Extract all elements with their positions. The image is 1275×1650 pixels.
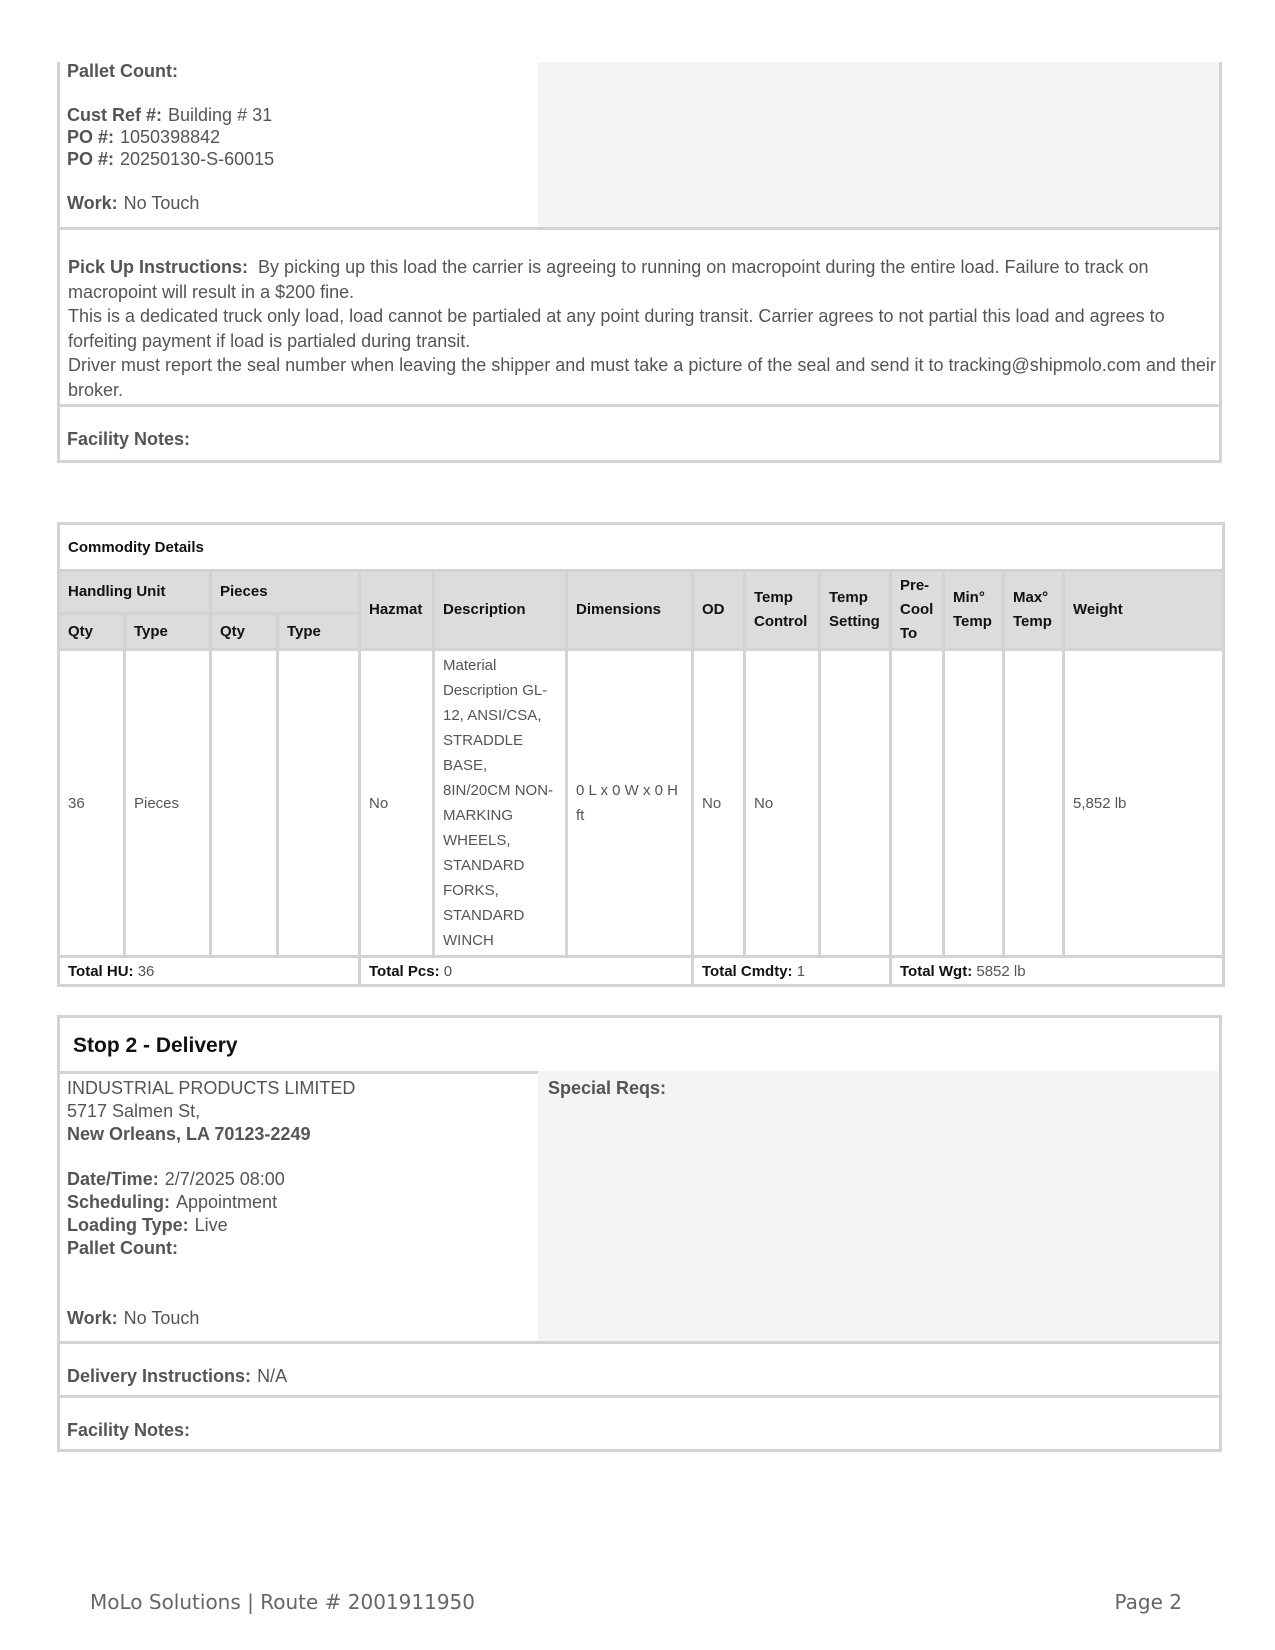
stop1-details-panel [57,62,541,230]
commodity-details-title: Commodity Details [59,524,1224,571]
scheduling-value: Appointment [176,1192,278,1212]
hazmat-cell: No [360,650,434,957]
facility-notes-label: Facility Notes: [67,429,191,449]
pickup-instructions-text [68,255,1216,402]
temp-control-cell: No [745,650,820,957]
po-row [67,126,220,148]
pallet-count-label: Pallet Count: [67,1238,178,1258]
description-cell: Material Description GL-12, ANSI/CSA, STRADDLE BASE, 8IN/20CM NON-MARKING WHEELS, STANDARD FORKS, STANDARD WINCH [434,650,567,957]
cust-ref-value: Building # 31 [168,105,273,125]
total-wgt-label: Total Wgt: [900,962,973,980]
datetime-label: Date/Time: [67,1169,159,1189]
total-hu-label: Total HU: [68,962,134,980]
dimensions-header: Dimensions [567,571,693,650]
pickup-instructions-label: Pick Up Instructions: [68,257,249,277]
footer-page-number: Page 2 [1114,1590,1182,1614]
work-row [67,192,199,214]
special-reqs-label: Special Reqs: [548,1078,667,1098]
temp-setting-cell [820,650,891,957]
pieces-header: Pieces [211,571,360,614]
hazmat-header: Hazmat [360,571,434,650]
temp-control-header: Temp Control [745,571,820,650]
commodity-totals-row [59,957,1224,986]
pcs-type-header: Type [278,614,360,650]
loading-type-row [67,1214,228,1236]
scheduling-row [67,1191,277,1213]
po-row [67,148,274,170]
max-temp-header: Max° Temp [1004,571,1064,650]
scheduling-label: Scheduling: [67,1192,170,1212]
weight-header: Weight [1064,571,1224,650]
stop2-header [57,1015,1222,1074]
pre-cool-to-cell [891,650,944,957]
pcs-qty-header: Qty [211,614,278,650]
total-pcs-value: 0 [443,962,453,980]
cust-ref-row [67,104,272,126]
commodity-row [59,650,1224,957]
work-row [67,1307,199,1329]
facility-notes-section [57,1395,1222,1452]
datetime-row [67,1168,285,1190]
dimensions-cell: 0 L x 0 W x 0 H ft [567,650,693,957]
facility-notes-label: Facility Notes: [67,1420,191,1440]
hu-type-cell: Pieces [125,650,211,957]
commodity-details-table [57,522,1225,987]
pallet-count-row [67,1237,178,1259]
hu-qty-cell: 36 [59,650,125,957]
total-cmdty-value: 1 [796,962,806,980]
min-temp-header: Min° Temp [944,571,1004,650]
total-pcs-cell [360,957,693,986]
city-state-zip: New Orleans, LA 70123-2249 [67,1124,311,1144]
work-value: No Touch [123,193,200,213]
pcs-type-cell [278,650,360,957]
pickup-instructions-section [57,227,1222,407]
total-hu-value: 36 [137,962,155,980]
total-cmdty-label: Total Cmdty: [702,962,793,980]
stop2-special-reqs-panel [538,1071,1222,1344]
po-label: PO #: [67,127,115,147]
cust-ref-label: Cust Ref #: [67,105,163,125]
work-label: Work: [67,193,118,213]
work-value: No Touch [123,1308,200,1328]
handling-unit-header: Handling Unit [59,571,211,614]
total-pcs-label: Total Pcs: [369,962,440,980]
delivery-instructions-section [57,1341,1222,1398]
total-wgt-value: 5852 lb [976,962,1026,980]
pickup-instructions-line: This is a dedicated truck only load, load cannot be partialed at any point during transit. Carrier agrees to not partial this load and agrees to forfeiting payment if load is partialed during transit. [68,306,1165,351]
stop1-special-reqs-panel [538,62,1222,230]
od-header: OD [693,571,745,650]
pickup-instructions-line: By picking up this load the carrier is agreeing to running on macropoint during the entire load. Failure to track on macropoint will result in a $200 fine. [68,257,1149,302]
temp-setting-header: Temp Setting [820,571,891,650]
pre-cool-to-header: Pre-Cool To [891,571,944,650]
weight-cell: 5,852 lb [1064,650,1224,957]
stop2-title: Stop 2 - Delivery [73,1034,238,1057]
work-label: Work: [67,1308,118,1328]
delivery-instructions-label: Delivery Instructions: [67,1366,252,1386]
od-cell: No [693,650,745,957]
company-name: INDUSTRIAL PRODUCTS LIMITED [67,1078,356,1098]
delivery-instructions-value: N/A [257,1366,288,1386]
total-wgt-cell [891,957,1224,986]
pcs-qty-cell [211,650,278,957]
pallet-count-row [67,60,178,82]
loading-type-value: Live [194,1215,228,1235]
total-hu-cell [59,957,360,986]
datetime-value: 2/7/2025 08:00 [164,1169,285,1189]
hu-type-header: Type [125,614,211,650]
total-cmdty-cell [693,957,891,986]
max-temp-cell [1004,650,1064,957]
hu-qty-header: Qty [59,614,125,650]
stop2-details-panel [57,1071,541,1344]
pallet-count-label: Pallet Count: [67,61,178,81]
footer-route: MoLo Solutions | Route # 2001911950 [90,1590,475,1614]
facility-notes-section [57,404,1222,463]
po-value: 20250130-S-60015 [120,149,275,169]
po-value: 1050398842 [120,127,221,147]
street-address: 5717 Salmen St, [67,1101,201,1121]
po-label: PO #: [67,149,115,169]
description-header: Description [434,571,567,650]
min-temp-cell [944,650,1004,957]
loading-type-label: Loading Type: [67,1215,189,1235]
pickup-instructions-line: Driver must report the seal number when leaving the shipper and must take a picture of the seal and send it to tracking@shipmolo.com and their broker. [68,355,1216,400]
